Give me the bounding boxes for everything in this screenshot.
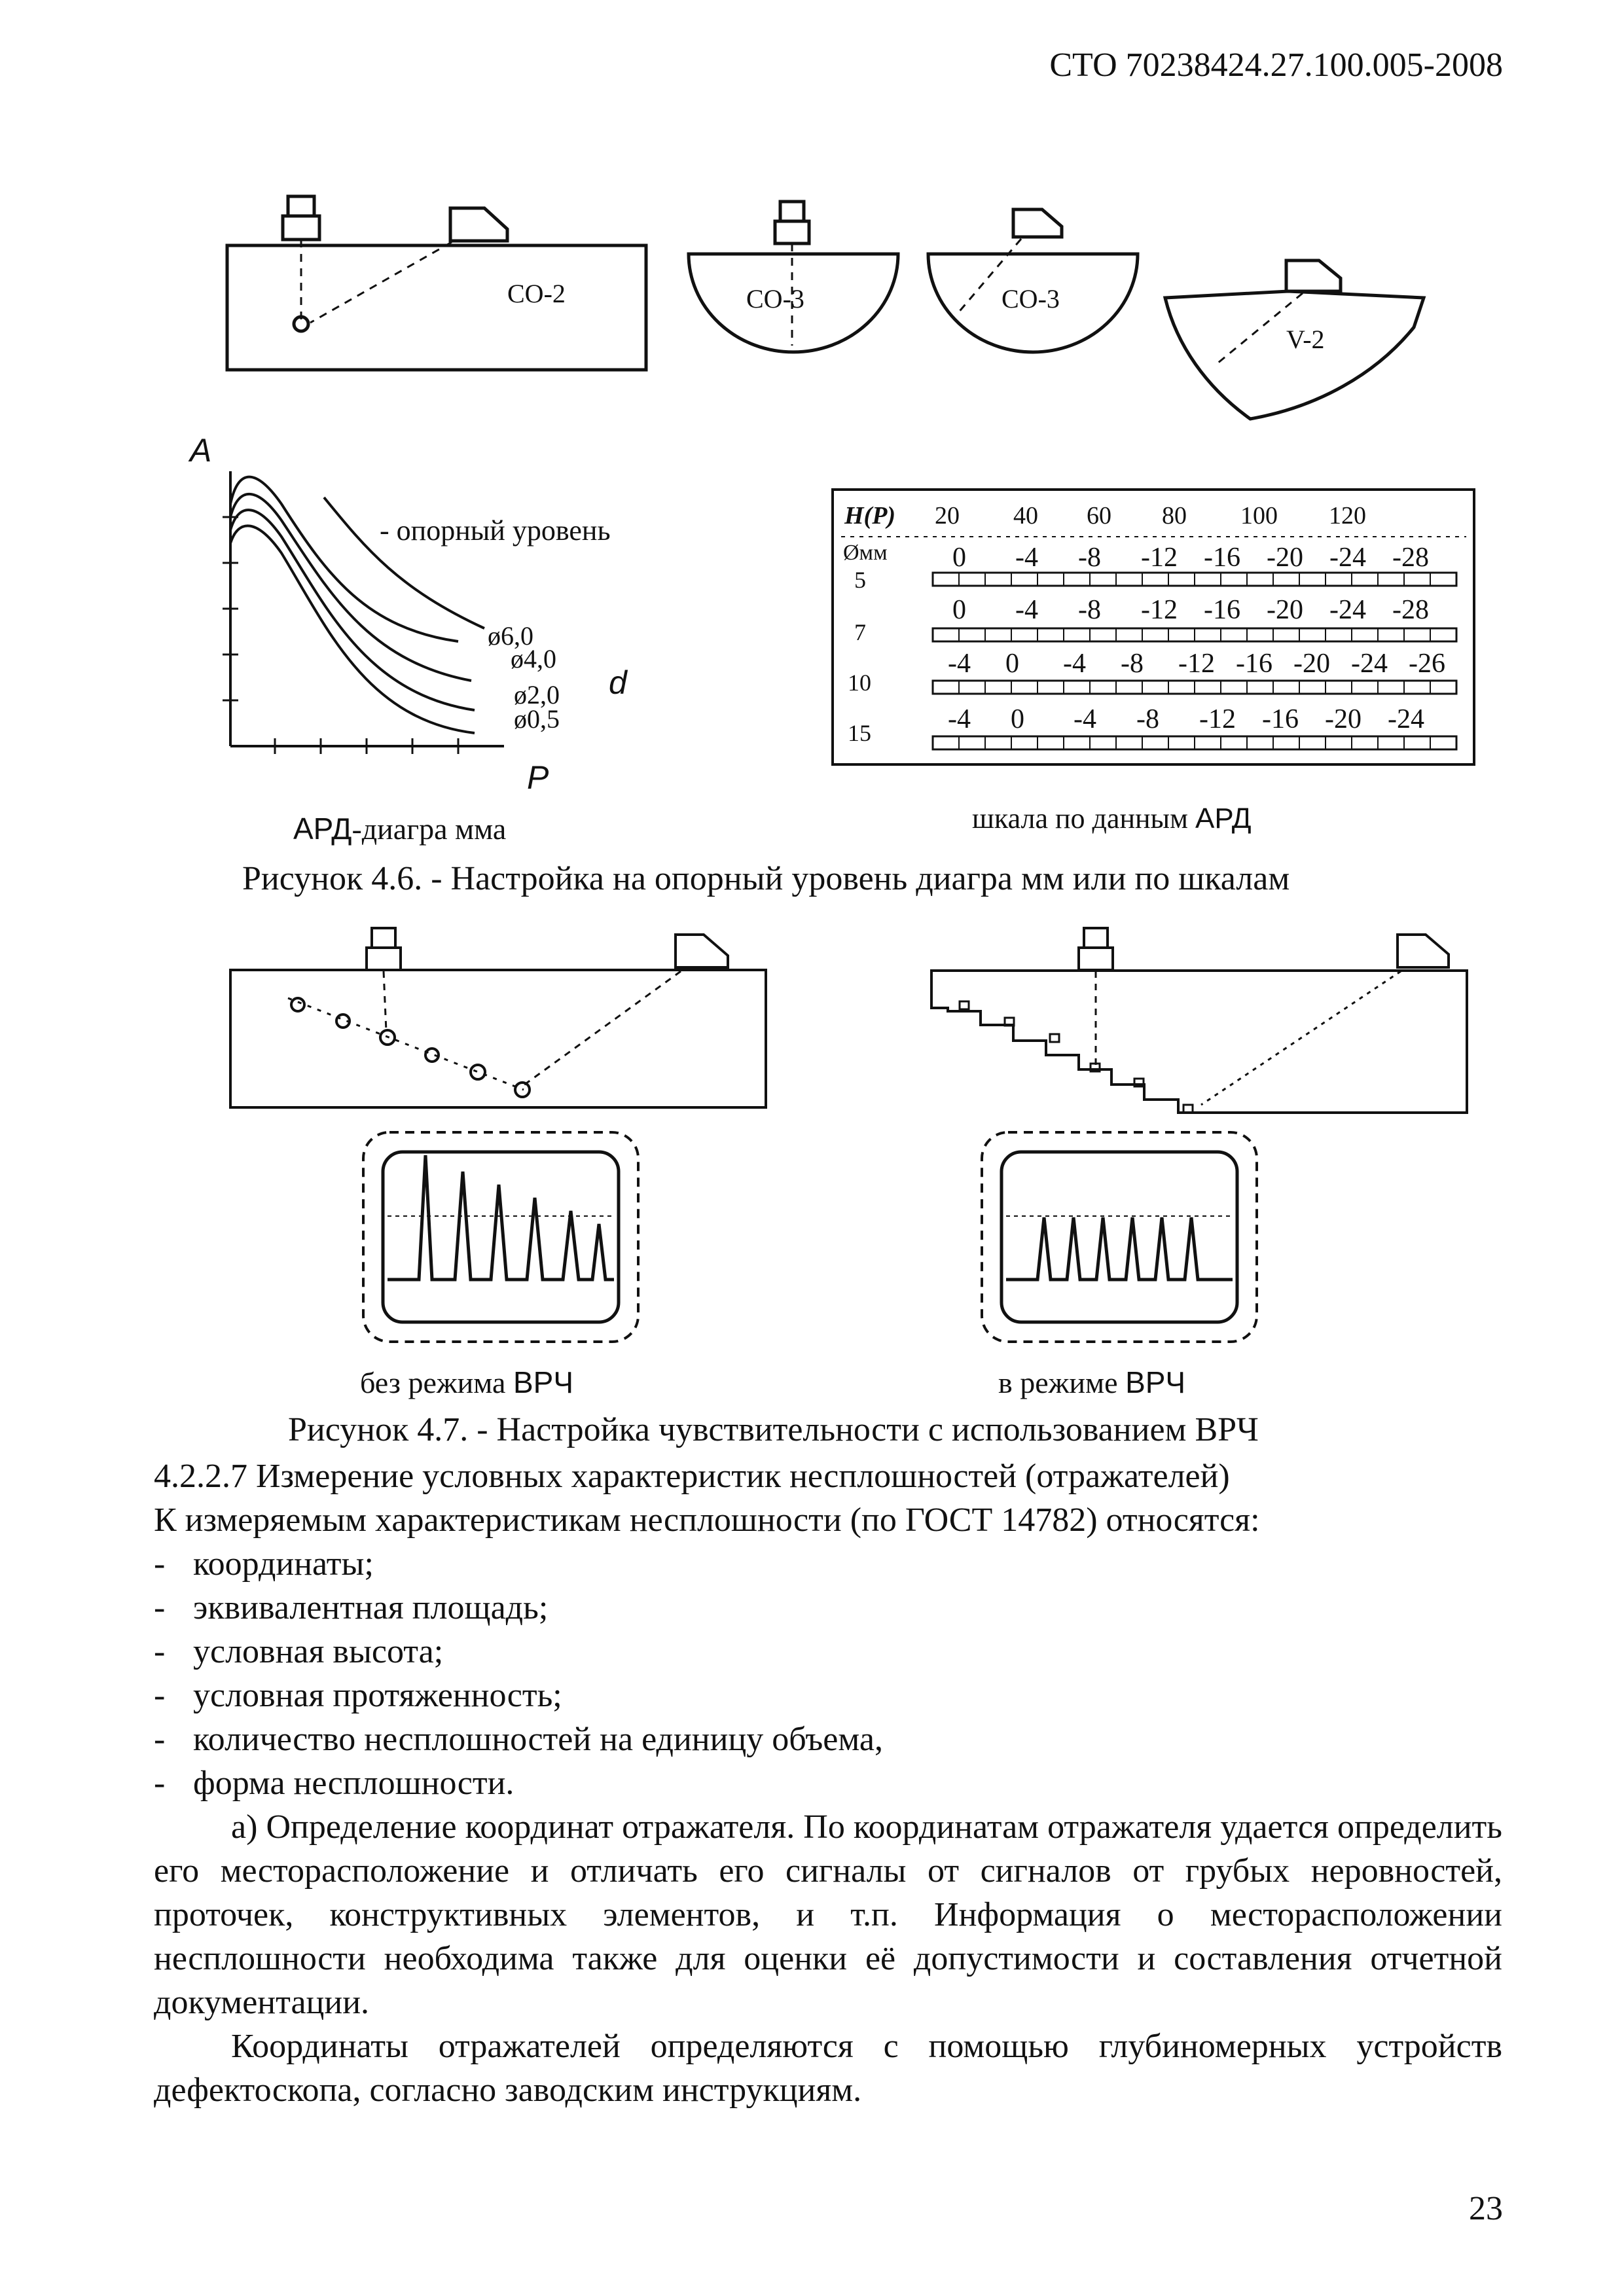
block-v2 — [1165, 291, 1424, 419]
straight-probe-icon — [288, 196, 314, 216]
scale-value: -20 — [1267, 543, 1303, 573]
scale-unit-label: Øмм — [843, 541, 888, 565]
scale-row-diameter: 7 — [854, 619, 866, 645]
scale-value: -8 — [1121, 649, 1144, 679]
paragraph-b: Координаты отражателей определяются с помощью глубиномерных устройств дефектоскопа, согласно заводским инструкциям. — [154, 2028, 1502, 2109]
scale-header-value: 80 — [1162, 502, 1187, 529]
ard-x-axis-label: P — [527, 759, 549, 796]
body-text — [154, 1454, 1502, 2112]
scale-value: -24 — [1351, 649, 1388, 679]
ard-diagram — [223, 471, 504, 754]
straight-probe-icon — [780, 202, 804, 221]
scale-value: -12 — [1141, 595, 1178, 625]
scale-value: -4 — [1015, 595, 1038, 625]
scale-value: -16 — [1236, 649, 1272, 679]
scale-header-value: 100 — [1240, 502, 1278, 529]
caption-with-tvg: в режиме ВРЧ — [998, 1365, 1186, 1399]
scale-value: -4 — [1074, 704, 1096, 734]
reflector-icon — [291, 998, 304, 1011]
document-code: СТО 70238424.27.100.005-2008 — [1049, 46, 1503, 84]
paragraph-a: а) Определение координат отражателя. По координатам отражателя удается определить его месторасположение и отличать его сигналы от сигналов от грубых неровностей, проточек, конструктивных элементов, и т.п. Информация о месторасположении несплошности необходима также для оценки её допустимости и составления отчетной документации. — [154, 1808, 1502, 2021]
page-number: 23 — [1469, 2190, 1503, 2227]
ard-curve-label-6: ø6,0 — [488, 621, 533, 651]
screen-left — [383, 1152, 619, 1322]
scale-value: -28 — [1392, 543, 1429, 573]
block-label-v2: V-2 — [1286, 325, 1325, 354]
figure-4-6 — [0, 0, 1624, 916]
straight-probe-icon — [1084, 928, 1108, 948]
scale-value: -12 — [1199, 704, 1236, 734]
screen-frame-right — [982, 1132, 1257, 1342]
ard-curve-label-4: ø4,0 — [511, 644, 556, 673]
ard-caption: АРД-диагра мма — [293, 812, 507, 846]
scale-value: -24 — [1329, 595, 1366, 625]
list-item: - координаты; — [154, 1545, 374, 1583]
scale-caption: шкала по данным АРД — [972, 802, 1252, 834]
scale-value: -20 — [1293, 649, 1330, 679]
scale-value: 0 — [1005, 649, 1019, 679]
scale-row-diameter: 5 — [854, 567, 866, 593]
scale-value: -16 — [1262, 704, 1299, 734]
scale-value: -20 — [1325, 704, 1362, 734]
angle-probe-icon — [1398, 935, 1449, 967]
signal-trace-left — [388, 1155, 614, 1280]
scale-value: -28 — [1392, 595, 1429, 625]
scale-value: -24 — [1388, 704, 1424, 734]
list-item: - условная протяженность; — [154, 1677, 562, 1714]
figure-4-7-caption: Рисунок 4.7. - Настройка чувствительности с использованием ВРЧ — [288, 1411, 1259, 1448]
scale-value: -26 — [1409, 649, 1445, 679]
ard-reference-level-label: - опорный уровень — [380, 514, 611, 547]
angle-probe-icon — [1286, 260, 1341, 291]
scale-value: -16 — [1204, 543, 1240, 573]
list-item: - количество несплошностей на единицу объема, — [154, 1721, 884, 1758]
straight-probe-icon — [372, 928, 395, 948]
scale-value: -12 — [1178, 649, 1215, 679]
block-co2 — [227, 245, 646, 370]
scale-value: -20 — [1267, 595, 1303, 625]
block-label-co3-a: СО-3 — [746, 284, 804, 314]
scale-value: 0 — [952, 595, 966, 625]
scale-value: -8 — [1136, 704, 1159, 734]
scale-value: -16 — [1204, 595, 1240, 625]
scale-header-value: 40 — [1013, 502, 1038, 529]
scale-value: -4 — [948, 649, 971, 679]
angle-probe-icon — [1013, 209, 1062, 237]
scale-header-label: H(P) — [844, 502, 896, 529]
scale-header-value: 60 — [1087, 502, 1111, 529]
scale-value: -8 — [1078, 595, 1101, 625]
caption-without-tvg: без режима ВРЧ — [360, 1365, 574, 1399]
ard-y-axis-label: A — [190, 432, 212, 469]
scale-value: -4 — [1063, 649, 1086, 679]
scale-row-diameter: 10 — [848, 670, 871, 696]
reflector-icon — [471, 1065, 485, 1079]
scale-value: -24 — [1329, 543, 1366, 573]
list-item: - форма несплошности. — [154, 1765, 514, 1802]
figure-4-6-caption: Рисунок 4.6. - Настройка на опорный уровень диагра мм или по шкалам — [242, 860, 1290, 897]
signal-trace-right — [1006, 1217, 1233, 1280]
scale-value: -12 — [1141, 543, 1178, 573]
list-item: - эквивалентная площадь; — [154, 1589, 549, 1626]
ard-d-label: d — [609, 664, 627, 701]
list-item: - условная высота; — [154, 1633, 444, 1670]
ard-curve-label-2: ø2,0 — [514, 680, 560, 709]
block-stepped — [931, 971, 1467, 1113]
scale-value: -8 — [1078, 543, 1101, 573]
scale-row-diameter: 15 — [848, 720, 871, 746]
block-sdh-left — [230, 970, 766, 1107]
ard-curve-label-05: ø0,5 — [514, 704, 560, 734]
angle-probe-icon — [450, 208, 507, 241]
scale-value: 0 — [952, 543, 966, 573]
section-heading: 4.2.2.7 Измерение условных характеристик несплошностей (отражателей) — [154, 1458, 1230, 1495]
scale-header-value: 120 — [1329, 502, 1366, 529]
scale-value: 0 — [1011, 704, 1024, 734]
intro-paragraph: К измеряемым характеристикам несплошности (по ГОСТ 14782) относятся: — [154, 1501, 1260, 1539]
block-label-co3-b: СО-3 — [1001, 284, 1060, 314]
scale-value: -4 — [1015, 543, 1038, 573]
scale-header-value: 20 — [935, 502, 960, 529]
angle-probe-icon — [676, 935, 728, 967]
scale-value: -4 — [948, 704, 971, 734]
figure-4-7 — [0, 913, 1624, 1410]
screen-right — [1001, 1152, 1237, 1322]
block-label-co2: СО-2 — [507, 279, 566, 308]
